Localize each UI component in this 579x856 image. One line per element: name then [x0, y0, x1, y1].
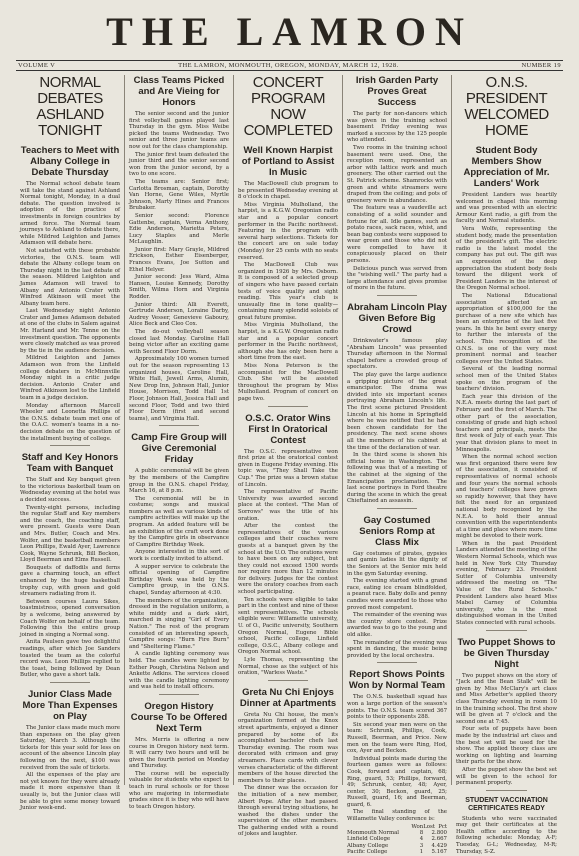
- table-header-cell: Won: [411, 823, 424, 830]
- table-cell: .800: [434, 830, 447, 837]
- paragraph: A public ceremonial will be given by the members of the Campfire group in the O.N.S. chapel Friday, March 16, at 8 p.m.: [129, 468, 229, 495]
- paragraph: The party for non-dancers which was given in the training school basement Friday evening was marked a success by the 125 people who attended.: [347, 111, 447, 144]
- table-cell: 8: [419, 830, 424, 837]
- subhead-osc-orator: O.S.C. Orator Wins First In Oratorical Contest: [245, 412, 331, 446]
- paragraph: Junior second: Jess Ward, Alma Hansen, Louise Kennedy, Dorothy Smith, Wilma Horn and Virginia Rodder.: [129, 274, 229, 301]
- subhead-lincoln-play: Abraham Lincoln Play Given Before Big Crowd: [347, 302, 447, 336]
- paragraph: The O.S.C. representative won first prize at the oratorical contest given in Eugene Friday evening. His topic was, "They Shall Take the Cup." The prize was a brown statue of Lincoln.: [238, 448, 338, 488]
- paragraph: Miss Nona Peterson is the accompanist for the MacDowell Club. She will be assisted throughout the program by Miss Mulholland. Program of concert on page two.: [238, 363, 338, 402]
- subhead-harpist: Well Known Harpist of Portland to Assist In Music: [241, 145, 335, 178]
- paragraph: The play gave the large audience a gripping picture of the great emancipator. The drama was divided into six important scenes portraying Abraham Lincoln's life. The first scene pictured President Lincoln at his home in Springfield where he was notified that he had been chosen candidate for the presidency. The next scene shows all the members of his cabinet at the time of the declaration of war.: [347, 372, 447, 451]
- paragraph: All the expenses of the play are not yet known for they were already made it more expensive than it usually is, but the Junior class will be able to give some money toward Junior week-end.: [20, 772, 120, 812]
- headline-concert: CONCERT PROGRAM NOW COMPLETED: [243, 74, 333, 139]
- paragraph: A supper service to celebrate the official opening of Campfire Birthday Week was held by the Campfire group, in the O.N.S. chapel, Sunday afternoon at 4:30.: [129, 563, 229, 596]
- paragraph: Each year this division of the N.E.A. meets during the last part of February and the first of March. The other part of the association, consisting of grade and high school teachers and principals, meets the first week of July of each year. This year that division plans to meet in Minneapolis.: [456, 393, 557, 453]
- paragraph: Gay costumes of pirates, gypsies and gamin ladies lit the dignity of the Seniors at the Senior mix held in the gym Saturday evening.: [347, 550, 447, 577]
- column-4: [343, 75, 452, 856]
- paragraph: Lyle Thomas, representing the Normal, chose as the subject of his oration, "Warless Waste.": [238, 657, 338, 677]
- standings-table: [347, 824, 447, 856]
- divider: [486, 790, 526, 791]
- divider: [268, 680, 308, 681]
- subhead-albany: Teachers to Meet with Albany College in Debate Thursday: [20, 145, 120, 178]
- paragraph: Anyone interested in this sort of work is cordially invited to attend.: [129, 549, 229, 563]
- divider: [159, 694, 199, 695]
- paragraph: When the normal school section was first organized there were few of the association, it consisted of representatives of normal schools and four years the normal schools and teachers' colleges have grown so rapidly however, that they have felt the need for an organized national body recognized by the N.E.A. to hold their annual convention with the superintendents at a time and place where more time might be devoted to their work.: [456, 454, 557, 540]
- column-5: [452, 74, 561, 855]
- paragraph: Not satisfied with these probable victories, the O.N.S. team will debate the Albany college team on Thursday night in the last debate of the season. Mildred Leighton and James Adamson will travel to Albany and Antonio Crater with Winfred Atkinson will meet the Albany team here.: [20, 247, 120, 307]
- paragraph: Delicious punch was served from the "wishing well." The party had a large attendance and gives promise of more in the future.: [347, 265, 447, 292]
- paragraph: Students who were vaccinated may get their certificates at the Health office according to the following schedule: Monday, A-F; Tuesday, G-L; Wednesday, M-R; Thursday, S-Z.: [456, 815, 557, 855]
- paragraph: The MacDowell Club was organized in 1926 by Mrs. Osborn. It is composed of a selected group of singers who have passed certain tests of voice quality and sight reading. This year's club is unusually fine in tone quality—containing many splendid soloists of great future promise.: [238, 262, 338, 321]
- paragraph: The final standing of the Willamette Valley conference is:: [347, 809, 447, 823]
- subhead-greta-nu-chi: Greta Nu Chi Enjoys Dinner at Apartments: [239, 686, 337, 709]
- divider: [377, 662, 417, 663]
- paragraph: The National Educational association affected an appropriation of $100,000 for the purchase of a new site which has been an enterprise of the last five years. In this he bent every energy to further the interests of the school. This recognition of the O.N.S. is one of the very most prominent normal and teacher colleges over the United States.: [456, 292, 557, 365]
- subhead-seniors-mix: Gay Costumed Seniors Romp at Class Mix: [359, 514, 435, 548]
- table-cell: 3: [419, 842, 424, 849]
- paragraph: The Staff and Key banquet given to the victorious basketball team on Wednesday evening at the hotel was a decided success.: [20, 477, 120, 503]
- paragraph: In the third scene is shown his official home in Washington. The following was that of a meeting of the cabinet at the signing of the Emancipation proclamation. The last scene portrays in Ford theatre during the scene in which the great Chieftained an assassin.: [347, 452, 447, 505]
- dateline-text: THE LAMRON, MONMOUTH, OREGON, MONDAY, MARCH 12, 1928.: [178, 62, 399, 69]
- paragraph: The do-out volleyball season closed last Monday. Caroline Hall being victor after an exciting game with Second Floor Dorm.: [129, 329, 229, 355]
- table-cell: 5: [431, 849, 435, 856]
- subhead-landers: Student Body Members Show Appreciation of Mr. Landers' Work: [463, 145, 550, 189]
- paragraph: Miss Virginia Mulholland, the harpist, is a K.G.W. Oregonian radio star and a popular concert performer in the Pacific northwest, although she has only been here a short time from the east.: [238, 322, 338, 362]
- column-2: [125, 75, 234, 810]
- table-row: [347, 849, 447, 855]
- table-cell: .667: [434, 836, 447, 843]
- paragraph: Four sets of puppets have been made by the industrial art class and the best set will be used for the show. The applied theory class are working on lighting and learning their parts for the show.: [456, 726, 557, 766]
- table-cell: Linfield College: [347, 836, 391, 843]
- table-cell: .429: [434, 842, 447, 849]
- subhead-vaccination: STUDENT VACCINATION CERTIFICATES READY: [465, 796, 548, 812]
- headline-irish-party: Irish Garden Party Proves Great Success: [355, 75, 439, 108]
- paragraph: Bouquets of daffodils and ferns gave a charming touch, an effect enhanced by the huge basketball trophy cup, with green and gold streamers radiating from it.: [20, 564, 120, 598]
- subhead-junior-class: Junior Class Made More Than Expenses on Play: [22, 688, 118, 722]
- masthead-title: THE LAMRON: [106, 9, 473, 54]
- paragraph: After the contest the representatives of the various colleges and their coaches were guests at a banquet given by the school at the U.O. The orations were to have been on any subject, but they could not exceed 1500 words nor require more than 12 minutes for delivery. Judges for the contest were the oratory coaches from each school participating.: [238, 523, 338, 596]
- subhead-staff-key: Staff and Key Honors Team with Banquet: [21, 452, 119, 475]
- paragraph: Miss Virginia Mulholland, the harpist, is a K.G.W. Oregonian radio star and a popular concert performer in the Pacific northwest. Featuring in the program with several harp selections. Tickets for the concert are on sale today (Monday) for 25 cents with no seats reserved.: [238, 201, 338, 261]
- paragraph: The remainder of the evening was the country store contest. Prize awarded was to go to the young and old alike.: [347, 612, 447, 638]
- columns: [16, 74, 563, 856]
- paragraph: The evening started with a grand race, eating ice cream blindfolded, a peanut race. Baby dolls and penny candies were awarded to those who proved most competent.: [347, 578, 447, 611]
- table-header-cell: Lost: [423, 823, 435, 830]
- column-3: [234, 74, 343, 838]
- subhead-points-report: Report Shows Points Won by Normal Team: [348, 669, 446, 692]
- paragraph: The course will be especially valuable for students who expect to teach in rural schools or for those who are majoring in intermediate grades since it is they who will have to teach Oregon history.: [129, 770, 229, 810]
- paragraph: Anita Paulsen gave two delightful readings, after which Joe Sanders toasted the team as the colorful record was. Leon Phillips replied to the toast, being followed by Dean Butler, who gave a short talk.: [20, 639, 120, 679]
- table-header-cell: Pct: [438, 823, 447, 830]
- subhead-camp-fire: Camp Fire Group will Give Ceremonial Friday: [131, 432, 227, 466]
- divider: [268, 406, 308, 407]
- paragraph: Drinkwater's famous play "Abraham Lincoln" was presented Thursday afternoon in the Normal chapel before a crowded group of spectators.: [347, 338, 447, 371]
- paragraph: Last Wednesday night Antonio Crater and James Adamson debated at one of the clubs in Salem against Mr. Harland and Mr. Tenne on the investment question. The opponents were closely matched as was proved by the tie in the audience decision.: [20, 308, 121, 354]
- divider: [486, 630, 526, 631]
- issue-number: NUMBER 19: [521, 62, 561, 69]
- headline-class-teams: Class Teams Picked and Are Vieing for Honors: [133, 75, 225, 108]
- divider: [377, 295, 417, 296]
- paragraph: The O.N.S. basketball squad has won a large portion of the season's points. The O.N.S. team scored 367 points to their opponents 288.: [347, 694, 447, 721]
- paragraph: After the puppet show the best set will be given to the school for permanent property.: [456, 766, 557, 787]
- paragraph: Approximately 100 women turned out for the season representing 13 organized houses, Caroline Hall, White Hall, Jewell Arms, Alumin, New Drop Inn, Johnson Hall, Junior House, Morrison, Todd Hall 1st Floor, Johnson Hall, Jessica Hall and second Floor, Todd and two third Floor Dorm (first and second teams), and Virginia Hall.: [129, 356, 229, 422]
- paragraph: Monday afternoon Marcell Wheeler and Leonetta Phillips of the O.N.S. debate team met one of the O.A.C. women's teams in a no-decision debate on the question of the installment buying of college.: [20, 402, 120, 442]
- subhead-puppet-shows: Two Puppet Shows to be Given Thursday Night: [457, 636, 556, 670]
- paragraph: The representative of Pacific University was awarded second place at the contest. "The Man of Sorrows" was the title of his oration.: [238, 489, 338, 522]
- paragraph: Greta Nu Chi house, the men's organization formed at the Knox street apartments, enjoyed a dinner prepared by some of its accomplished bachelor chefs last Thursday evening. The room was decorated with crimson and gray streamers. Place cards with clever verses characteristic of the different members of the house directed the members to their places.: [238, 711, 338, 784]
- column-1: [16, 74, 125, 812]
- paragraph: Mildred Leighton and James Adamson won from the Linfield college debaters in McMinnville Monday night in a critic judge decision. Antonio Crater and Winfred Atkinson lost to the Linfield team in a judge decision.: [20, 355, 120, 401]
- paragraph: A candle lighting ceremony was held. The candles were lighted by Esther Pough, Christina Nelson and Ankette Adkins. The services closed with the candle lighting ceremony and was held to install officers.: [129, 651, 229, 691]
- paragraph: Mrs. Merris is offering a new course in Oregon history next term. It will carry two hours and will be given the fourth period on Monday and Thursday.: [129, 736, 229, 770]
- paragraph: The Junior class made much more than expenses on the play given Saturday, March 3. Although the tickets for this year sold for less on account of the absence Lincoln play following on the next, $100 was received from the sale of tickets.: [20, 724, 120, 771]
- paragraph: The Normal school debate team will take the stand against Ashland Normal tonight, Monday, in a dual debate. The question involved is adoption of the practice of investments in foreign countries by armed force. The Normal team journeys to Ashland to debate there, while Mildred Leighton and James Adamson will debate here.: [20, 181, 120, 247]
- table-cell: 2: [431, 830, 435, 837]
- paragraph: Senior second: Florence Gattenbe, captain, Verna Anthony, Edie Anderson, Marietta Peters, Lucy Staples and Merle McLaughlin.: [129, 212, 229, 246]
- table-cell: Pacific College: [347, 849, 388, 856]
- paragraph: Junior first: Mary Grayle, Mildred Erickson, Esther Eisenberger, Frances Evans, Joe Sutton and Ethel Helyer.: [129, 246, 229, 273]
- paragraph: Several of the leading normal school men of the United States spoke on the program of the teachers' division.: [456, 366, 557, 393]
- volume-label: VOLUME V: [18, 62, 56, 69]
- paragraph: The junior first team defeated the junior third and the senior second won from the junior second, by a two to one score.: [129, 151, 229, 178]
- paragraph: When in the past President Landers attended the meeting of the Western Normal Schools, which was held in New York City Thursday evening, February 23. President Sutter of Columbia university addressed the meeting on "The Value of the Rural Schools." President Landers also heard Miss Mabel Carney of Columbia university, who is the most distinguished woman in the United States connected with rural schools.: [456, 540, 557, 626]
- table-cell: 2: [431, 836, 435, 843]
- paragraph: The senior second and the junior first volleyball games played last Thursday in the gym. Miss Weibe picked the teams Wednesday. Two senior and three junior teams are now out for the class championship.: [129, 111, 229, 150]
- divider: [50, 445, 90, 446]
- paragraph: Ten schools were eligible to take part in the contest and nine of these sent representatives. The schools eligible were: Willamette university, U. of O., Pacific university, Southern Oregon Normal, Eugene Bible school, Pacific college, Linfield college, O.S.C., Albany college and Oregon Normal school.: [238, 596, 338, 656]
- headline-president: O.N.S. PRESIDENT WELCOMED HOME: [464, 74, 549, 139]
- paragraph: Between courses Laura Sikes, toastmistress, opened conversation by a welcome, being answered by Coach Wolfer on behalf of the team. Following this the entire group joined in singing a Normal song.: [20, 598, 120, 638]
- headline-debates: NORMAL DEBATES ASHLAND TONIGHT: [36, 74, 104, 139]
- paragraph: The ceremonial will be in costume; songs and musical numbers as well as various kinds of campfire activities will make up the program. An added feature will be an exhibition of the craft work done by the Campfire girls in observance of Campfire Birthday Week.: [129, 495, 229, 548]
- paragraph: Vera Wolfe, representing the student body, made the presentation of the president's gift. The electric radio is the latest model the company has put out. The gift was an expression of the deep appreciation the student body feels toward the diligent work of President Landers in the interest of the Oregon Normal school.: [456, 225, 557, 292]
- paragraph: The teams are: Senior first; Carlotta Brosman, captain, Dorothy Van Horne, Gene Wiles, Myrtle Johnson, Marty Hines and Frances Brubaker.: [129, 178, 229, 212]
- paragraph: Twenty-eight persons, including the regular Staff and Key members and the coach, the coaching staff, were present. Guests were Dean and Mrs. Butler, Coach and Mrs. Wolfer, and the basketball members Leon Phillips, Ewald Ayer, Lawrence Cook, Wayne Schrunk, Bill Beckon, Lloyd Beerman and Elms Russell.: [20, 504, 120, 564]
- paragraph: Individual points made during the fourteen games were as follows: Cook, forward and captain, 68; Ring, guard, 53; Phillips, forward, 49; Schrunk, center, 48; Ayer, center, 30; Beckon, guard, 25; Russell, guard, 16; and Beerman, guard, 6.: [347, 755, 447, 808]
- paragraph: The members of the organization, dressed in the regulation uniform, a white middy and a dark skirt, marched in singing "Girl of Every Nation." The rest of the program consisted of an interesting speech, Campfire songs: "Burn Fire Burn" and "Sheltering Flame.": [129, 597, 229, 650]
- table-cell: 1: [419, 849, 424, 856]
- dateline-bar: [16, 60, 563, 71]
- paragraph: President Landers was heartily welcomed in chapel this morning and was presented with an electric Armour Kent radio, a gift from the faculty and Normal students.: [456, 192, 557, 225]
- paragraph: The feature was a vaudeville act consisting of a solid sounder and fortune for all. Idle games, such as potato races, sack races, whist, and bean bag contests were supposed to wear green and those who did not were compelled to have it conspicuously placed on their persons.: [347, 205, 447, 265]
- divider: [377, 508, 417, 509]
- paragraph: The MacDowell club program to be presented Wednesday evening at 8 o'clock in chapel.: [238, 181, 338, 201]
- paragraph: The dinner was the occasion for the initiation of a new member, Albert Pope. After he had passed through several trying situations, he washed the dishes under the supervision of the other members. The gathering ended with a round of jokes and laughter.: [238, 785, 338, 838]
- table-cell: .167: [434, 849, 447, 856]
- paragraph: Two rooms in the training school basement were used. One, the reception room, represented an arbor with lattice work and much greenery. The other carried out the St. Patrick scheme. Shamrocks with green and white streamers were draped from the ceiling; and pots of greenery were in abundance.: [347, 144, 447, 204]
- divider: [159, 425, 199, 426]
- paragraph: Junior third: Alli Everett, Gertrude Anderson, Loraine Darby, Audrey Vesser, Genevieve Gaboury, Alice Beck and Cleo Cox.: [129, 301, 229, 328]
- table-cell: 4: [431, 842, 435, 849]
- table-cell: Monmouth Normal: [347, 830, 400, 837]
- table-cell: 4: [419, 836, 424, 843]
- paragraph: The remainder of the evening was spent in dancing, the music being provided by the local orchestra.: [347, 639, 447, 659]
- table-cell: Albany College: [347, 842, 389, 849]
- paragraph: Six second year men were on the team: Schrunk, Phillips, Cook, Russell, Beerman, and Price. New men on the team were Ring, Hod, cox, Ayer and Beckon.: [347, 721, 447, 755]
- divider: [50, 682, 90, 683]
- paragraph: Two puppet shows on the story of "Jack and the Bean Stalk" will be given by Miss McClary's art class and Miss Arbetter's applied theory class Thursday evening in room 10 in the training school. The first show will be given at 7 o'clock and the second one at 7:45.: [456, 672, 557, 725]
- subhead-oregon-history: Oregon History Course To be Offered Next Term: [130, 700, 228, 734]
